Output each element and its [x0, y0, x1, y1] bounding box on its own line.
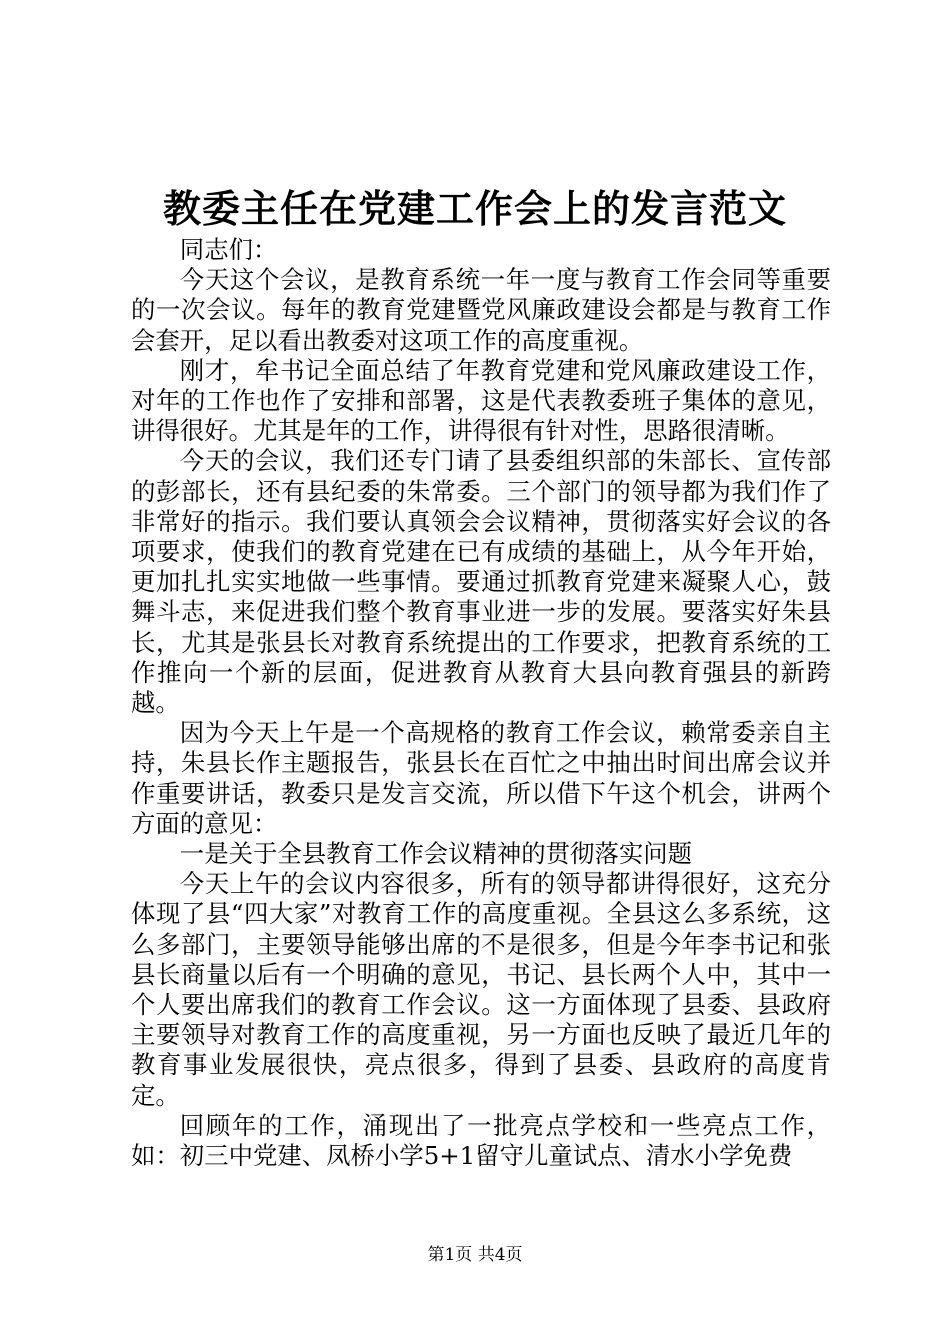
document-title: 教委主任在党建工作会上的发言范文: [162, 187, 787, 231]
salutation: 同志们：: [179, 235, 278, 264]
paragraph: 今天这个会议，是教育系统一年一度与教育工作会同等重要的一次会议。每年的教育党建暨党风廉政建设会都是与教育工作会套开，足以看出教委对这项工作的高度重视。: [131, 265, 831, 355]
paragraph: 今天上午的会议内容很多，所有的领导都讲得很好，这充分体现了县“四大家”对教育工作的高度重视。全县这么多系统，这么多部门，主要领导能够出席的不是很多，但是今年李书记和张县长商量以后有一个明确的意见，书记、县长两个人中，其中一个人要出席我们的教育工作会议。这一方面体现了县委、县政府主要领导对教育工作的高度重视，另一方面也反映了最近几年的教育事业发展很快，亮点很多，得到了县委、县政府的高度肯定。: [131, 869, 831, 1110]
section-heading: 一是关于全县教育工作会议精神的贯彻落实问题: [179, 839, 693, 869]
paragraph: 刚才，牟书记全面总结了年教育党建和党风廉政建设工作，对年的工作也作了安排和部署，这是代表教委班子集体的意见，讲得很好。尤其是年的工作，讲得很有针对性，思路很清晰。: [131, 355, 831, 446]
paragraph: 因为今天上午是一个高规格的教育工作会议，赖常委亲自主持，朱县长作主题报告，张县长在百忙之中抽出时间出席会议并作重要讲话，教委只是发言交流，所以借下午这个机会，讲两个方面的意见：: [131, 718, 831, 838]
paragraph: 回顾年的工作，涌现出了一批亮点学校和一些亮点工作，如：初三中党建、凤桥小学5+1留守儿童试点、清水小学免费: [131, 1110, 831, 1171]
document-body: [131, 235, 831, 1171]
paragraph: 今天的会议，我们还专门请了县委组织部的朱部长、宣传部的彭部长，还有县纪委的朱常委。三个部门的领导都为我们作了非常好的指示。我们要认真领会会议精神，贯彻落实好会议的各项要求，使我们的教育党建在已有成绩的基础上，从今年开始，更加扎扎实实地做一些事情。要通过抓教育党建来凝聚人心，鼓舞斗志，来促进我们整个教育事业进一步的发展。要落实好朱县长，尤其是张县长对教育系统提出的工作要求，把教育系统的工作推向一个新的层面，促进教育从教育大县向教育强县的新跨越。: [131, 446, 831, 718]
page-footer: 第1页 共4页: [427, 1245, 523, 1265]
